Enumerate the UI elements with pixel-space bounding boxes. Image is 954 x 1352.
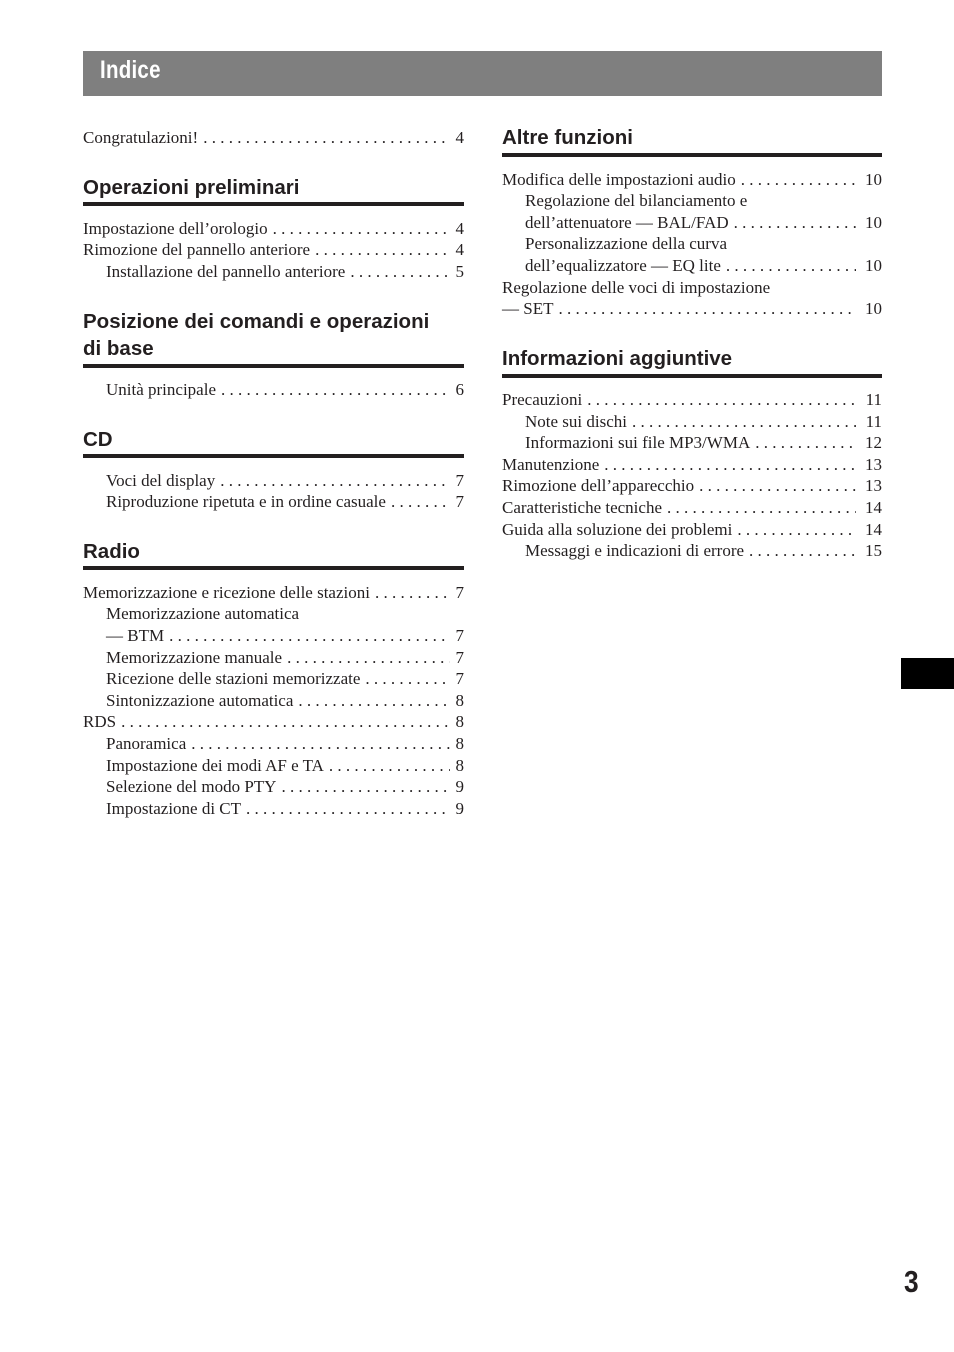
toc-entry[interactable]: Modifica delle impostazioni audio . . . 10 [502,169,882,191]
section-heading-cd: CD [83,428,113,451]
section-rule [83,566,464,570]
toc-entry[interactable]: — SET . . . 10 [502,298,882,320]
toc-entry[interactable]: Ricezione delle stazioni memorizzate . . . 7 [106,668,464,690]
toc-entry[interactable]: Note sui dischi . . . 11 [525,411,882,433]
page-title: Indice [100,56,161,84]
side-tab-marker [901,658,954,689]
toc-entry[interactable]: Impostazione dei modi AF e TA . . . 8 [106,755,464,777]
toc-entry-continued: Personalizzazione della curva [525,234,728,253]
toc-entry[interactable]: Rimozione del pannello anteriore . . . 4 [83,239,464,261]
section-heading-posizione: Posizione dei comandi e operazioni di base [83,310,430,360]
section-heading-altre: Altre funzioni [502,126,633,149]
toc-entry[interactable]: Messaggi e indicazioni di errore . . . 15 [525,540,882,562]
section-rule [502,153,882,157]
toc-entry[interactable]: Unità principale . . . 6 [106,379,464,401]
toc-entry[interactable]: Guida alla soluzione dei problemi . . . 14 [502,519,882,541]
page-ref: 4 [455,128,464,147]
toc-entry[interactable]: dell’equalizzatore — EQ lite . . . 10 [525,255,882,277]
toc-entry[interactable]: Rimozione dell’apparecchio . . . 13 [502,475,882,497]
toc-entry[interactable]: Manutenzione . . . 13 [502,454,882,476]
toc-entry[interactable]: Impostazione di CT . . . 9 [106,798,464,820]
toc-entry[interactable]: Voci del display . . . 7 [106,470,464,492]
toc-entry[interactable]: Informazioni sui file MP3/WMA . . . 12 [525,432,882,454]
section-rule [83,364,464,368]
toc-entry[interactable]: Memorizzazione e ricezione delle stazioni . . . 7 [83,582,464,604]
section-heading-operazioni: Operazioni preliminari [83,176,300,199]
toc-entry[interactable]: Precauzioni . . . 11 [502,389,882,411]
title-bar [83,51,882,96]
toc-entry[interactable]: Caratteristiche tecniche . . . 14 [502,497,882,519]
toc-entry[interactable]: Memorizzazione manuale . . . 7 [106,647,464,669]
toc-entry-continued: Memorizzazione automatica [106,604,300,623]
toc-entry-congratulazioni[interactable]: Congratulazioni! . . . 4 [83,127,464,149]
section-heading-radio: Radio [83,540,140,563]
toc-entry[interactable]: Installazione del pannello anteriore . . . 5 [106,261,464,283]
toc-entry[interactable]: Sintonizzazione automatica . . . 8 [106,690,464,712]
toc-entry-continued: Regolazione delle voci di impostazione [502,278,771,297]
toc-entry-continued: Regolazione del bilanciamento e [525,191,748,210]
toc-entry[interactable]: dell’attenuatore — BAL/FAD . . . 10 [525,212,882,234]
page-number: 3 [904,1264,919,1299]
toc-entry[interactable]: — BTM . . . 7 [106,625,464,647]
toc-entry[interactable]: Selezione del modo PTY . . . 9 [106,776,464,798]
toc-entry[interactable]: Panoramica . . . 8 [106,733,464,755]
section-rule [83,454,464,458]
section-heading-informazioni: Informazioni aggiuntive [502,347,733,370]
toc-entry[interactable]: RDS . . . 8 [83,711,464,733]
toc-entry[interactable]: Riproduzione ripetuta e in ordine casuale . . . 7 [106,491,464,513]
section-rule [83,202,464,206]
toc-entry[interactable]: Impostazione dell’orologio . . . 4 [83,218,464,240]
section-rule [502,374,882,378]
